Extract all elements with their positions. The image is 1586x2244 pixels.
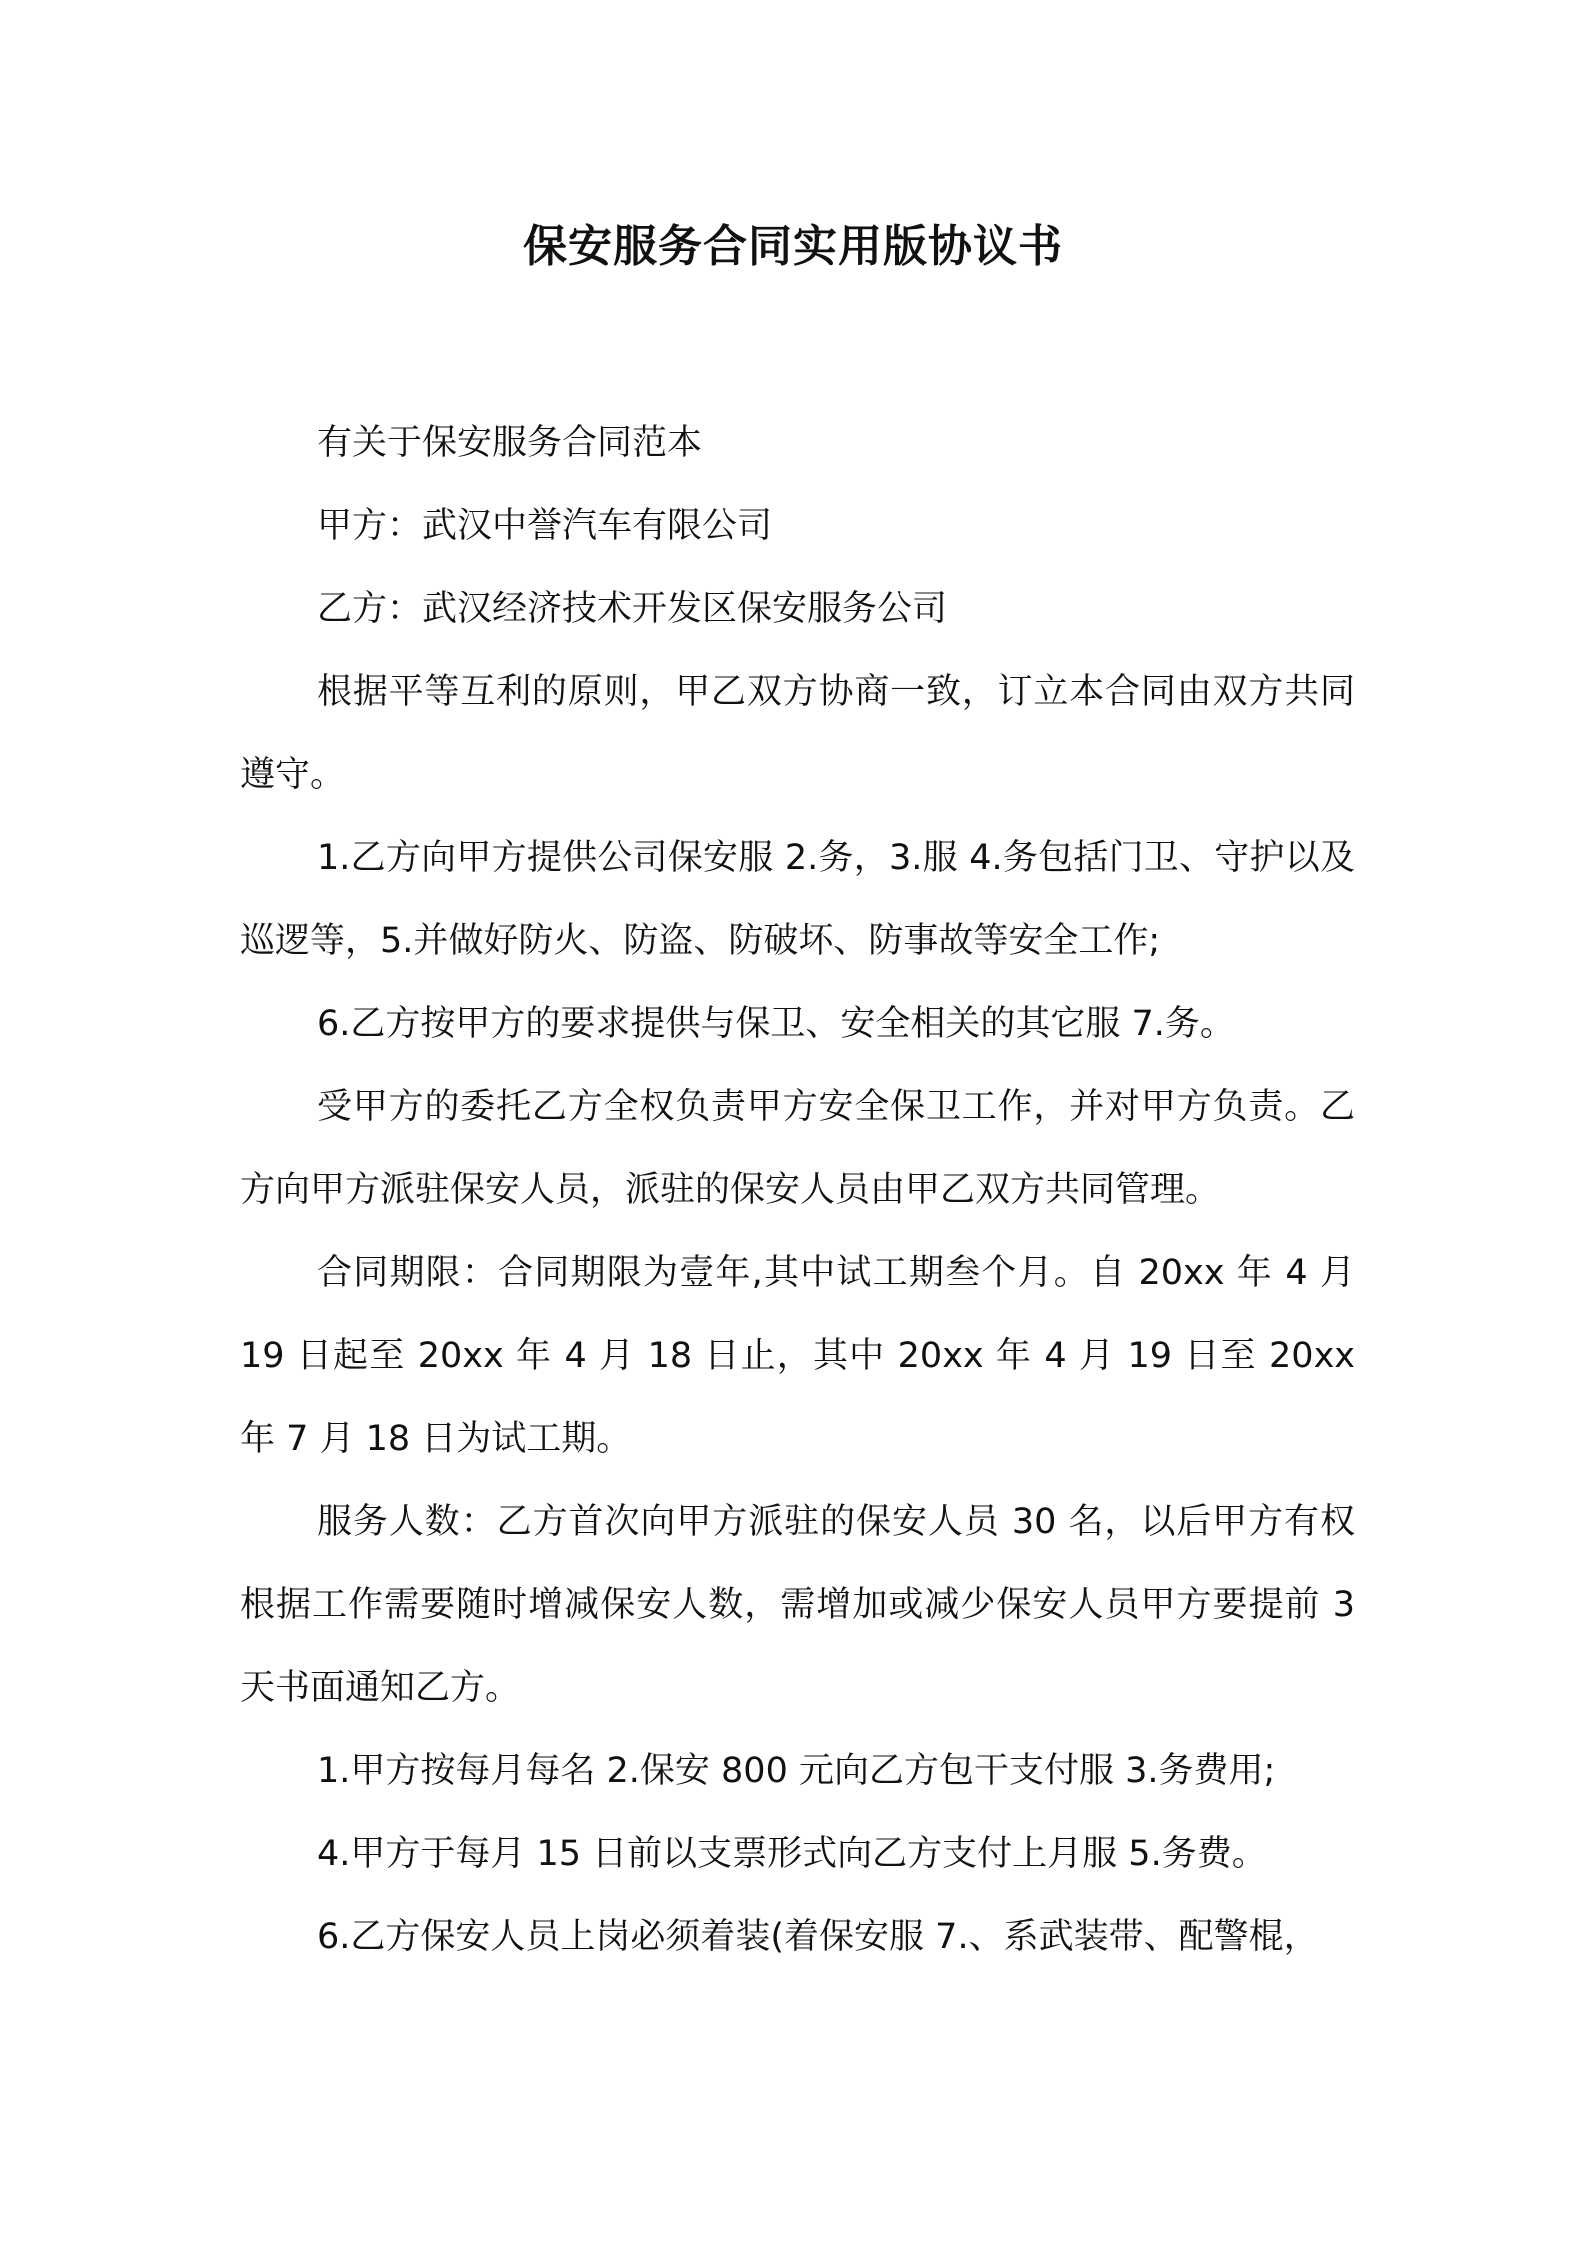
paragraph-party-b: 乙方：武汉经济技术开发区保安服务公司 xyxy=(317,589,948,629)
paragraph-entrustment: 受甲方的委托乙方全权负责甲方安全保卫工作，并对甲方负责。乙方向甲方派驻保安人员，派驻的保安人员由甲乙双方共同管理。 xyxy=(240,1087,1355,1210)
document-title: 保安服务合同实用版协议书 xyxy=(523,221,1063,272)
paragraph-principle: 根据平等互利的原则，甲乙双方协商一致，订立本合同由双方共同遵守。 xyxy=(240,672,1355,795)
paragraph-party-a: 甲方：武汉中誉汽车有限公司 xyxy=(317,506,773,546)
paragraph-fees: 1.甲方按每月每名 2.保安 800 元向乙方包干支付服 3.务费用; xyxy=(317,1751,1276,1791)
paragraph-uniform: 6.乙方保安人员上岗必须着装(着保安服 7.、系武装带、配警棍， xyxy=(317,1917,1319,1957)
paragraph-service-scope: 1.乙方向甲方提供公司保安服 2.务，3.服 4.务包括门卫、守护以及巡逻等，5.并做好防火、防盗、防破坏、防事故等安全工作; xyxy=(240,838,1355,961)
paragraph-staffing: 服务人数：乙方首次向甲方派驻的保安人员 30 名，以后甲方有权根据工作需要随时增减保安人数，需增加或减少保安人员甲方要提前 3 天书面通知乙方。 xyxy=(240,1502,1355,1708)
paragraph-payment: 4.甲方于每月 15 日前以支票形式向乙方支付上月服 5.务费。 xyxy=(317,1834,1267,1874)
paragraph-contract-term: 合同期限：合同期限为壹年,其中试工期叁个月。自 20xx 年 4 月 19 日起至 20xx 年 4 月 18 日止，其中 20xx 年 4 月 19 日至 20xx 年 7 月 18 日为试工期。 xyxy=(240,1253,1355,1459)
paragraph-other-services: 6.乙方按甲方的要求提供与保卫、安全相关的其它服 7.务。 xyxy=(317,1004,1235,1044)
document-body xyxy=(240,402,1355,1979)
paragraph-intro: 有关于保安服务合同范本 xyxy=(317,423,703,463)
